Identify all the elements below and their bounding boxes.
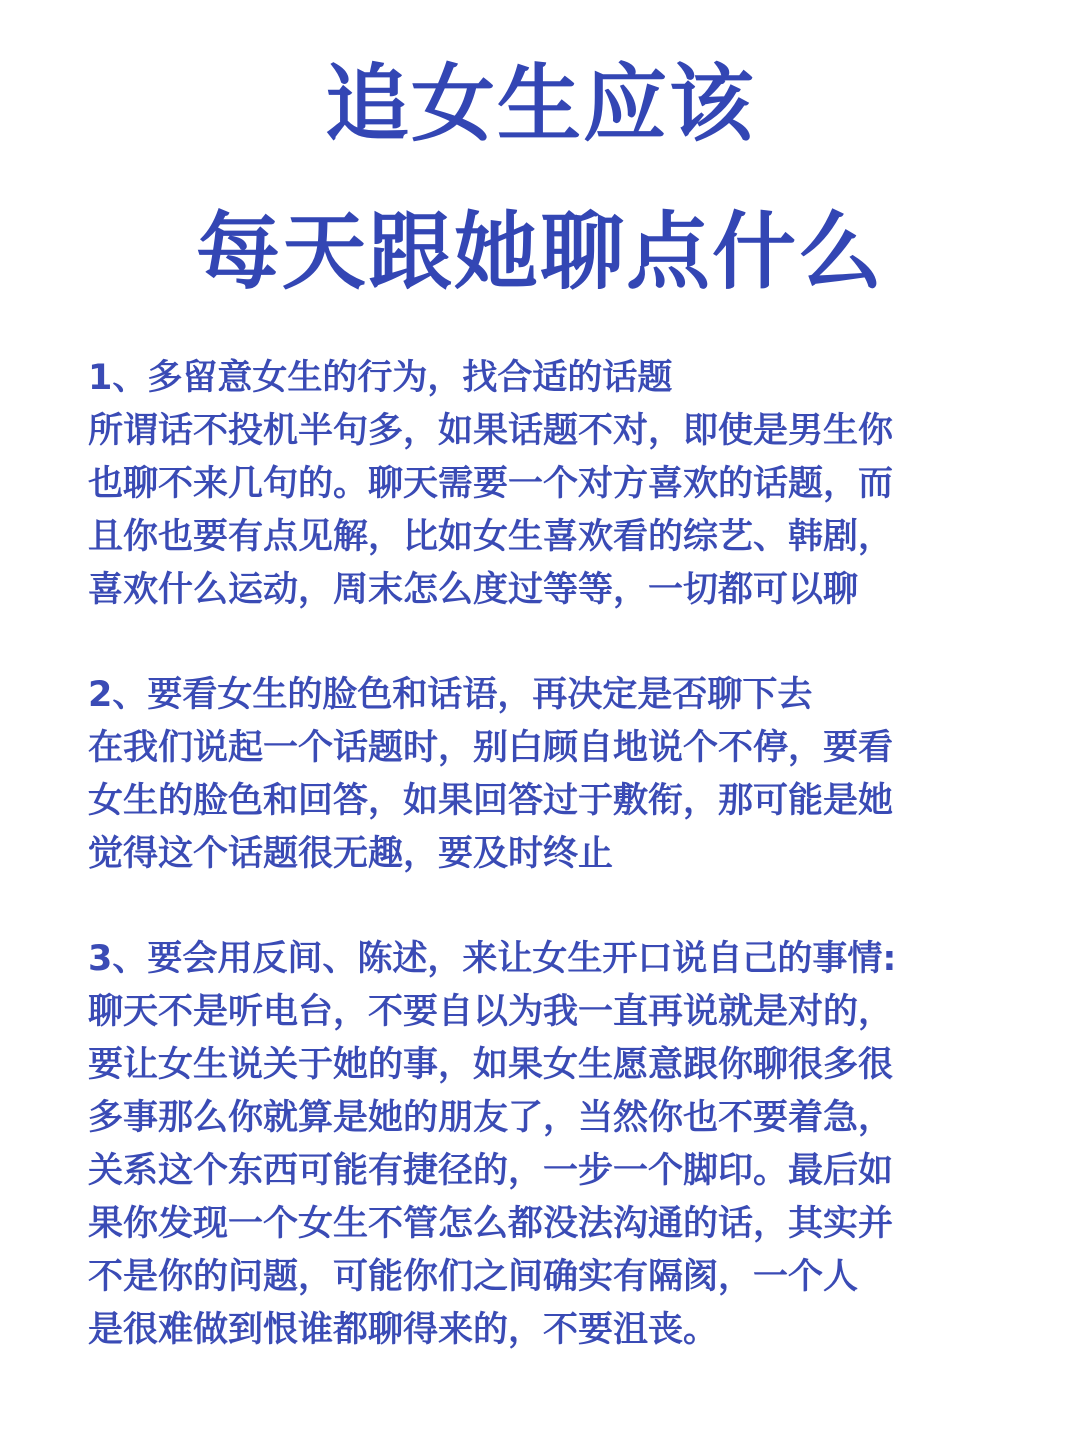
section-1-text-line: 所谓话不投机半句多，如果话题不对，即使是男生你 [88, 411, 894, 451]
section-1-text-line: 且你也要有点见解，比如女生喜欢看的综艺、韩剧， [88, 517, 894, 557]
page-title-line-1: 追女生应该 [324, 55, 755, 153]
section-2-text-line: 女生的脸色和回答，如果回答过于敷衔，那可能是她 [88, 781, 894, 821]
section-3-text-line: 不是你的问题，可能你们之间确实有隔阂，一个人 [88, 1257, 859, 1297]
section-1-text-line: 喜欢什么运动，周末怎么度过等等，一切都可以聊 [88, 570, 859, 610]
section-3 [88, 933, 998, 1357]
section-2-text-line: 觉得这个话题很无趣，要及时终止 [88, 834, 614, 874]
section-1-text-line: 也聊不来几句的。聊天需要一个对方喜欢的话题，而 [88, 464, 894, 504]
section-1 [88, 352, 998, 617]
section-3-text-line: 聊天不是听电台，不要自以为我一直再说就是对的， [88, 992, 894, 1032]
article-body [88, 352, 998, 1409]
section-2-heading: 2、要看女生的脸色和话语，再决定是否聊下去 [88, 675, 813, 715]
section-2 [88, 669, 998, 881]
section-3-text-line: 是很难做到恨谁都聊得来的，不要沮丧。 [88, 1310, 719, 1350]
section-3-text-line: 要让女生说关于她的事，如果女生愿意跟你聊很多很 [88, 1045, 894, 1085]
page-title-line-2: 每天跟她聊点什么 [195, 203, 884, 301]
section-3-text-line: 多事那么你就算是她的朋友了，当然你也不要着急， [88, 1098, 894, 1138]
section-3-text-line: 关系这个东西可能有捷径的，一步一个脚印。最后如 [88, 1151, 894, 1191]
section-1-heading: 1、多留意女生的行为，找合适的话题 [88, 358, 673, 398]
section-2-text-line: 在我们说起一个话题时，别白顾自地说个不停，要看 [88, 728, 894, 768]
section-3-heading: 3、要会用反间、陈述，来让女生开口说自己的事情: [88, 939, 897, 979]
section-3-text-line: 果你发现一个女生不管怎么都没法沟通的话，其实并 [88, 1204, 894, 1244]
